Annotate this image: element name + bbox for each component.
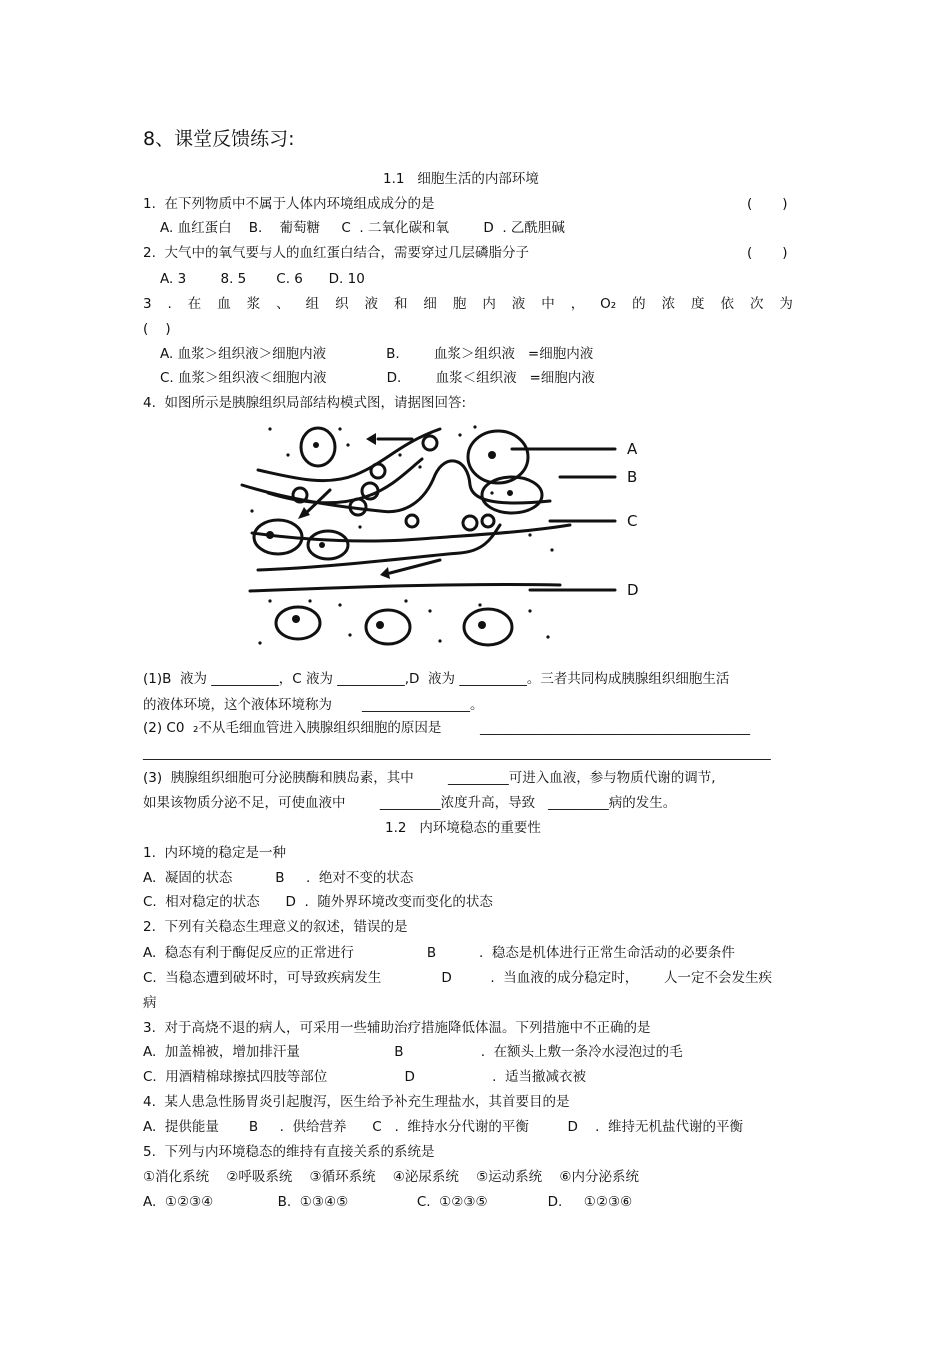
q3-char: 3: [143, 296, 152, 312]
q2-3-options-ab: A. 加盖棉被，增加排汗量 B . 在额头上敷一条冷水浸泡过的毛: [143, 1044, 683, 1060]
arrow-head: [366, 433, 376, 445]
label-a: A: [627, 440, 638, 458]
q3-char: 为: [779, 296, 793, 312]
q2-1-options-ab: A. 凝固的状态 B . 绝对不变的状态: [143, 870, 414, 886]
section-1-title: 1.1 细胞生活的内部环境: [383, 171, 539, 187]
q1-2-answer-paren: ( ): [747, 245, 788, 261]
q2-1-stem: 1. 内环境的稳定是一种: [143, 845, 286, 861]
tissue-cell-a: [468, 431, 528, 483]
lymph-capillary-wall: [258, 429, 440, 481]
q2-3-stem: 3. 对于高烧不退的病人，可采用一些辅助治疗措施降低体温。下列措施中不正确的是: [143, 1020, 651, 1036]
q3-char: 组: [305, 296, 320, 312]
q3-char: 液: [511, 296, 526, 312]
q1-4-part1-line1: (1)B 液为 __________，C 液为 __________,D 液为 __________。三者共同构成胰腺组织细胞生活: [143, 671, 730, 687]
label-d: D: [627, 581, 639, 599]
arrow-head: [380, 567, 390, 579]
q3-char: 内: [482, 296, 496, 312]
q1-3-options-ab: A. 血浆＞组织液＞细胞内液 B. 血浆＞组织液 =细胞内液: [160, 346, 594, 362]
q1-3-stem: [143, 295, 793, 313]
q2-2-options-cd-cont: 病: [143, 995, 157, 1011]
q1-4-part3-line1: (3) 胰腺组织细胞可分泌胰酶和胰岛素，其中 _________可进入血液，参与物质代谢的调节,: [143, 770, 716, 786]
q3-char: ，: [570, 296, 585, 312]
blood-cell: [423, 436, 437, 450]
q3-char: 、: [276, 296, 290, 312]
q3-char: .: [167, 296, 172, 312]
q1-1-options: A. 血红蛋白 B. 葡萄糖 C . 二氧化碳和氧 D . 乙酰胆碱: [160, 220, 565, 236]
arrow-head: [298, 507, 310, 519]
tissue-boundary: [258, 525, 500, 570]
q1-4-part3-line2: 如果该物质分泌不足，可使血液中 _________浓度升高，导致 _________病的发生。: [143, 795, 677, 811]
cell-nucleus: [313, 442, 319, 448]
q2-4-options: A. 提供能量 B . 供给营养 C . 维持水分代谢的平衡 D . 维持无机盐代谢的平衡: [143, 1119, 743, 1135]
q2-2-stem: 2. 下列有关稳态生理意义的叙述，错误的是: [143, 919, 408, 935]
q1-3-options-cd: C. 血浆＞组织液＜细胞内液 D. 血浆＜组织液 =细胞内液: [160, 370, 595, 386]
tissue-boundary: [250, 584, 560, 591]
q3-char: 织: [335, 296, 349, 312]
blood-cell: [463, 516, 477, 530]
q3-char: 中: [541, 296, 555, 312]
q3-char: 和: [393, 296, 408, 312]
q1-4-part2-blank: _____________________________________________________________________________________________: [143, 745, 771, 761]
q1-4-stem: 4. 如图所示是胰腺组织局部结构模式图，请据图回答:: [143, 395, 467, 411]
q3-char: 的: [632, 296, 646, 312]
blood-cell: [371, 464, 385, 478]
q3-char: 度: [691, 296, 705, 312]
tissue-cell: [308, 531, 348, 559]
label-c: C: [627, 512, 638, 530]
q2-2-options-ab: A. 稳态有利于酶促反应的正常进行 B . 稳态是机体进行正常生命活动的必要条件: [143, 945, 735, 961]
tissue-cell: [464, 609, 512, 645]
q3-char: 胞: [452, 296, 467, 312]
label-b: B: [627, 468, 638, 486]
q2-5-stem: 5. 下列与内环境稳态的维持有直接关系的系统是: [143, 1144, 435, 1160]
cell-nucleus: [488, 451, 496, 459]
q3-char: O₂: [600, 296, 617, 312]
cell-nucleus: [478, 621, 486, 629]
q3-char: 血: [217, 296, 231, 312]
q1-4-part2: (2) C0 ₂不从毛细血管进入胰腺组织细胞的原因是 ________________________________________: [143, 720, 751, 736]
pancreas-tissue-diagram: [230, 415, 650, 650]
tissue-cell: [276, 607, 320, 639]
q3-char: 次: [749, 296, 764, 312]
q2-3-options-cd: C. 用酒精棉球擦拭四肢等部位 D . 适当撤减衣被: [143, 1069, 587, 1085]
q1-1-answer-paren: ( ): [747, 196, 788, 212]
cell-nucleus: [319, 542, 325, 548]
blood-capillary-wall-upper: [242, 461, 550, 512]
q1-3-answer-paren: ( ): [143, 321, 171, 337]
q1-3-options: A. 3 8. 5 C. 6 D. 10: [160, 271, 365, 287]
q1-1-stem: 1. 在下列物质中不属于人体内环境组成成分的是: [143, 196, 435, 212]
tissue-cell: [366, 610, 410, 644]
q3-char: 细: [423, 296, 437, 312]
cell-nucleus: [292, 615, 300, 623]
q3-char: 依: [720, 296, 734, 312]
cell-nucleus: [507, 490, 513, 496]
q1-2-stem: 2. 大气中的氧气要与人的血红蛋白结合，需要穿过几层磷脂分子: [143, 245, 529, 261]
q2-2-options-cd: C. 当稳态遭到破坏时，可导致疾病发生 D . 当血液的成分稳定时， 人一定不会发生疾: [143, 970, 773, 986]
q2-5-systems: ①消化系统 ②呼吸系统 ③循环系统 ④泌尿系统 ⑤运动系统 ⑥内分泌系统: [143, 1169, 639, 1185]
q2-1-options-cd: C. 相对稳定的状态 D . 随外界环境改变而变化的状态: [143, 894, 493, 910]
flow-arrow: [390, 560, 440, 573]
blood-cell: [482, 515, 494, 527]
cell-nucleus: [266, 531, 274, 539]
cell-nucleus: [376, 621, 384, 629]
q3-char: 在: [187, 296, 202, 312]
q3-char: 液: [364, 296, 379, 312]
section-heading: 8、课堂反馈练习:: [143, 128, 295, 150]
q1-4-part1-line2: 的液体环境，这个液体环境称为 ________________。: [143, 697, 484, 713]
q3-char: 浓: [661, 296, 676, 312]
section-2-title: 1.2 内环境稳态的重要性: [385, 820, 541, 836]
q3-char: 浆: [246, 296, 261, 312]
q2-4-stem: 4. 某人患急性肠胃炎引起腹泻，医生给予补充生理盐水，其首要目的是: [143, 1094, 570, 1110]
blood-cell: [406, 515, 418, 527]
q2-5-options: A. ①②③④ B. ①③④⑤ C. ①②③⑤ D. ①②③⑥: [143, 1194, 633, 1210]
